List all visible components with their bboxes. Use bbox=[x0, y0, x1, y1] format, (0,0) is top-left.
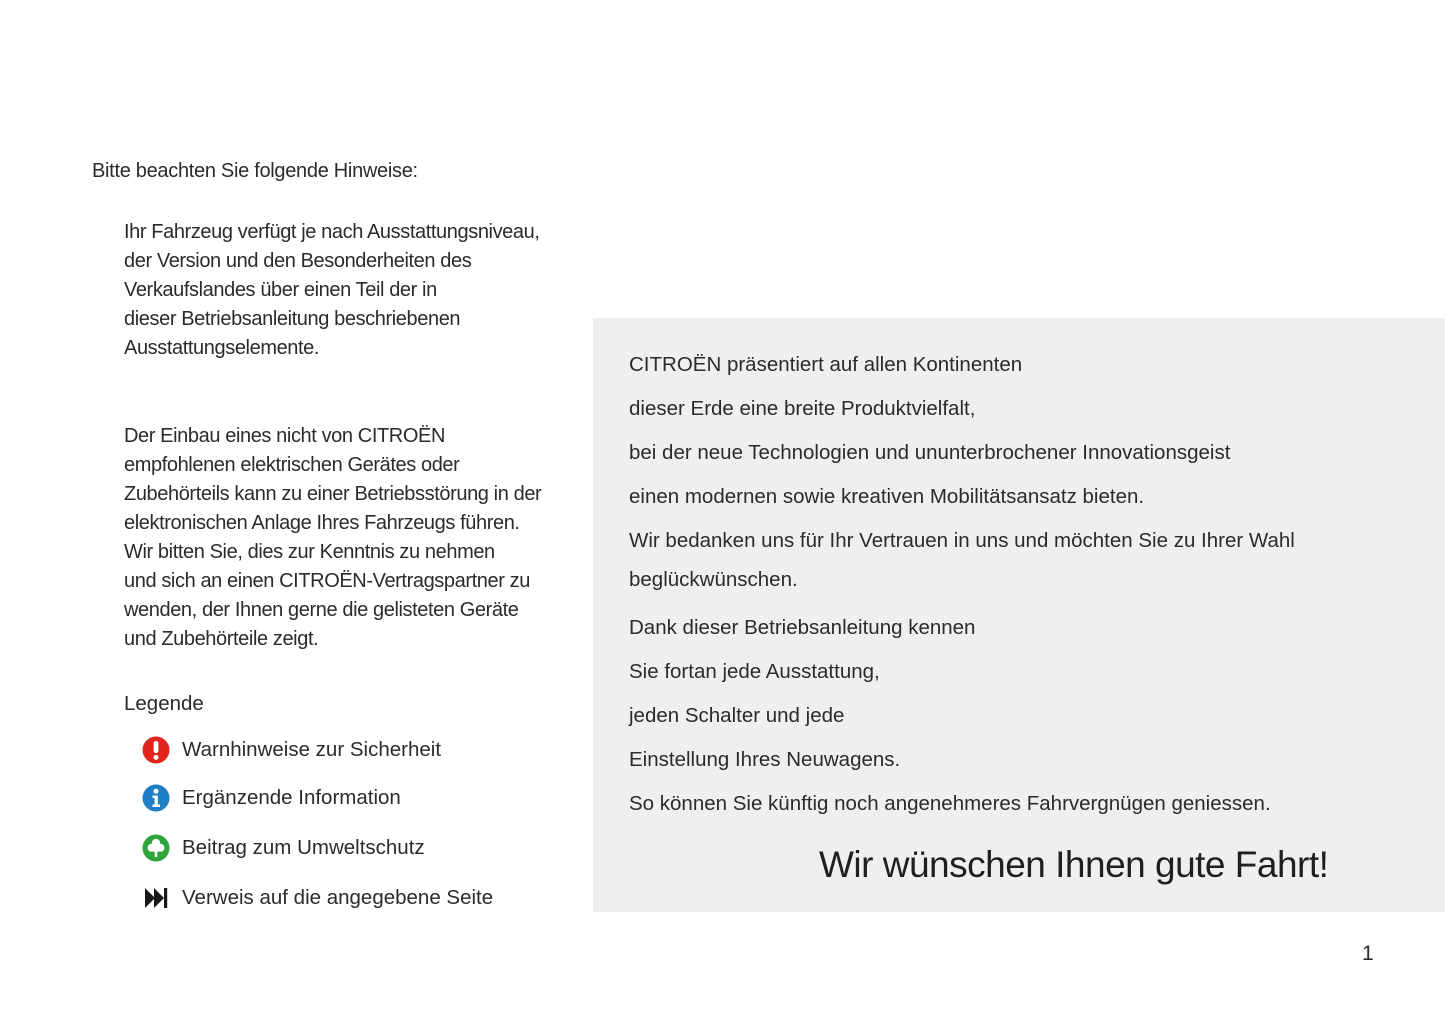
legend-title: Legende bbox=[124, 692, 204, 715]
welcome-line: So können Sie künftig noch angenehmeres Fahrvergnügen geniessen. bbox=[629, 792, 1271, 815]
legend-item-info bbox=[142, 783, 401, 813]
paragraph-line: und Zubehörteile zeigt. bbox=[124, 628, 319, 650]
paragraph-line: Ausstattungselemente. bbox=[124, 337, 320, 359]
legend-label: Beitrag zum Umweltschutz bbox=[182, 836, 425, 859]
legend-label: Warnhinweise zur Sicherheit bbox=[182, 738, 442, 761]
environment-icon bbox=[142, 834, 170, 862]
welcome-line: Dank dieser Betriebsanleitung kennen bbox=[629, 616, 976, 639]
intro-heading: Bitte beachten Sie folgende Hinweise: bbox=[92, 160, 418, 182]
info-icon bbox=[142, 784, 170, 812]
welcome-line: jeden Schalter und jede bbox=[629, 704, 845, 727]
page-reference-icon bbox=[142, 884, 170, 912]
welcome-line: CITROËN präsentiert auf allen Kontinenten bbox=[629, 353, 1023, 376]
welcome-line: beglückwünschen. bbox=[629, 568, 798, 591]
welcome-line: Einstellung Ihres Neuwagens. bbox=[629, 748, 901, 771]
warning-icon bbox=[142, 736, 170, 764]
paragraph-line: Verkaufslandes über einen Teil der in bbox=[124, 279, 437, 301]
welcome-line: bei der neue Technologien und ununterbrochener Innovationsgeist bbox=[629, 441, 1231, 464]
welcome-line: Wir bedanken uns für Ihr Vertrauen in uns und möchten Sie zu Ihrer Wahl bbox=[629, 529, 1295, 552]
accessory-notice-paragraph bbox=[124, 422, 574, 654]
paragraph-line: Der Einbau eines nicht von CITROËN bbox=[124, 425, 445, 447]
paragraph-line: Ihr Fahrzeug verfügt je nach Ausstattungsniveau, bbox=[124, 221, 540, 243]
legend-item-warning bbox=[142, 735, 441, 765]
paragraph-line: empfohlenen elektrischen Gerätes oder bbox=[124, 454, 460, 476]
welcome-line: einen modernen sowie kreativen Mobilitätsansatz bieten. bbox=[629, 485, 1145, 508]
legend-label: Ergänzende Information bbox=[182, 786, 401, 809]
paragraph-line: elektronischen Anlage Ihres Fahrzeugs führen. bbox=[124, 512, 520, 534]
legend-item-environment bbox=[142, 833, 425, 863]
legend-label: Verweis auf die angegebene Seite bbox=[182, 886, 494, 909]
welcome-panel bbox=[593, 318, 1445, 912]
paragraph-line: Wir bitten Sie, dies zur Kenntnis zu nehmen bbox=[124, 541, 495, 563]
paragraph-line: Zubehörteils kann zu einer Betriebsstörung in der bbox=[124, 483, 542, 505]
legend-item-page-reference bbox=[142, 883, 493, 913]
closing-greeting: Wir wünschen Ihnen gute Fahrt! bbox=[819, 844, 1329, 885]
paragraph-line: wenden, der Ihnen gerne die gelisteten Geräte bbox=[124, 599, 519, 621]
equipment-notice-paragraph bbox=[124, 218, 574, 363]
paragraph-line: dieser Betriebsanleitung beschriebenen bbox=[124, 308, 461, 330]
welcome-line: dieser Erde eine breite Produktvielfalt, bbox=[629, 397, 976, 420]
paragraph-line: und sich an einen CITROËN-Vertragspartner zu bbox=[124, 570, 530, 592]
page-number: 1 bbox=[1362, 942, 1374, 965]
paragraph-line: der Version und den Besonderheiten des bbox=[124, 250, 472, 272]
welcome-line: Sie fortan jede Ausstattung, bbox=[629, 660, 880, 683]
